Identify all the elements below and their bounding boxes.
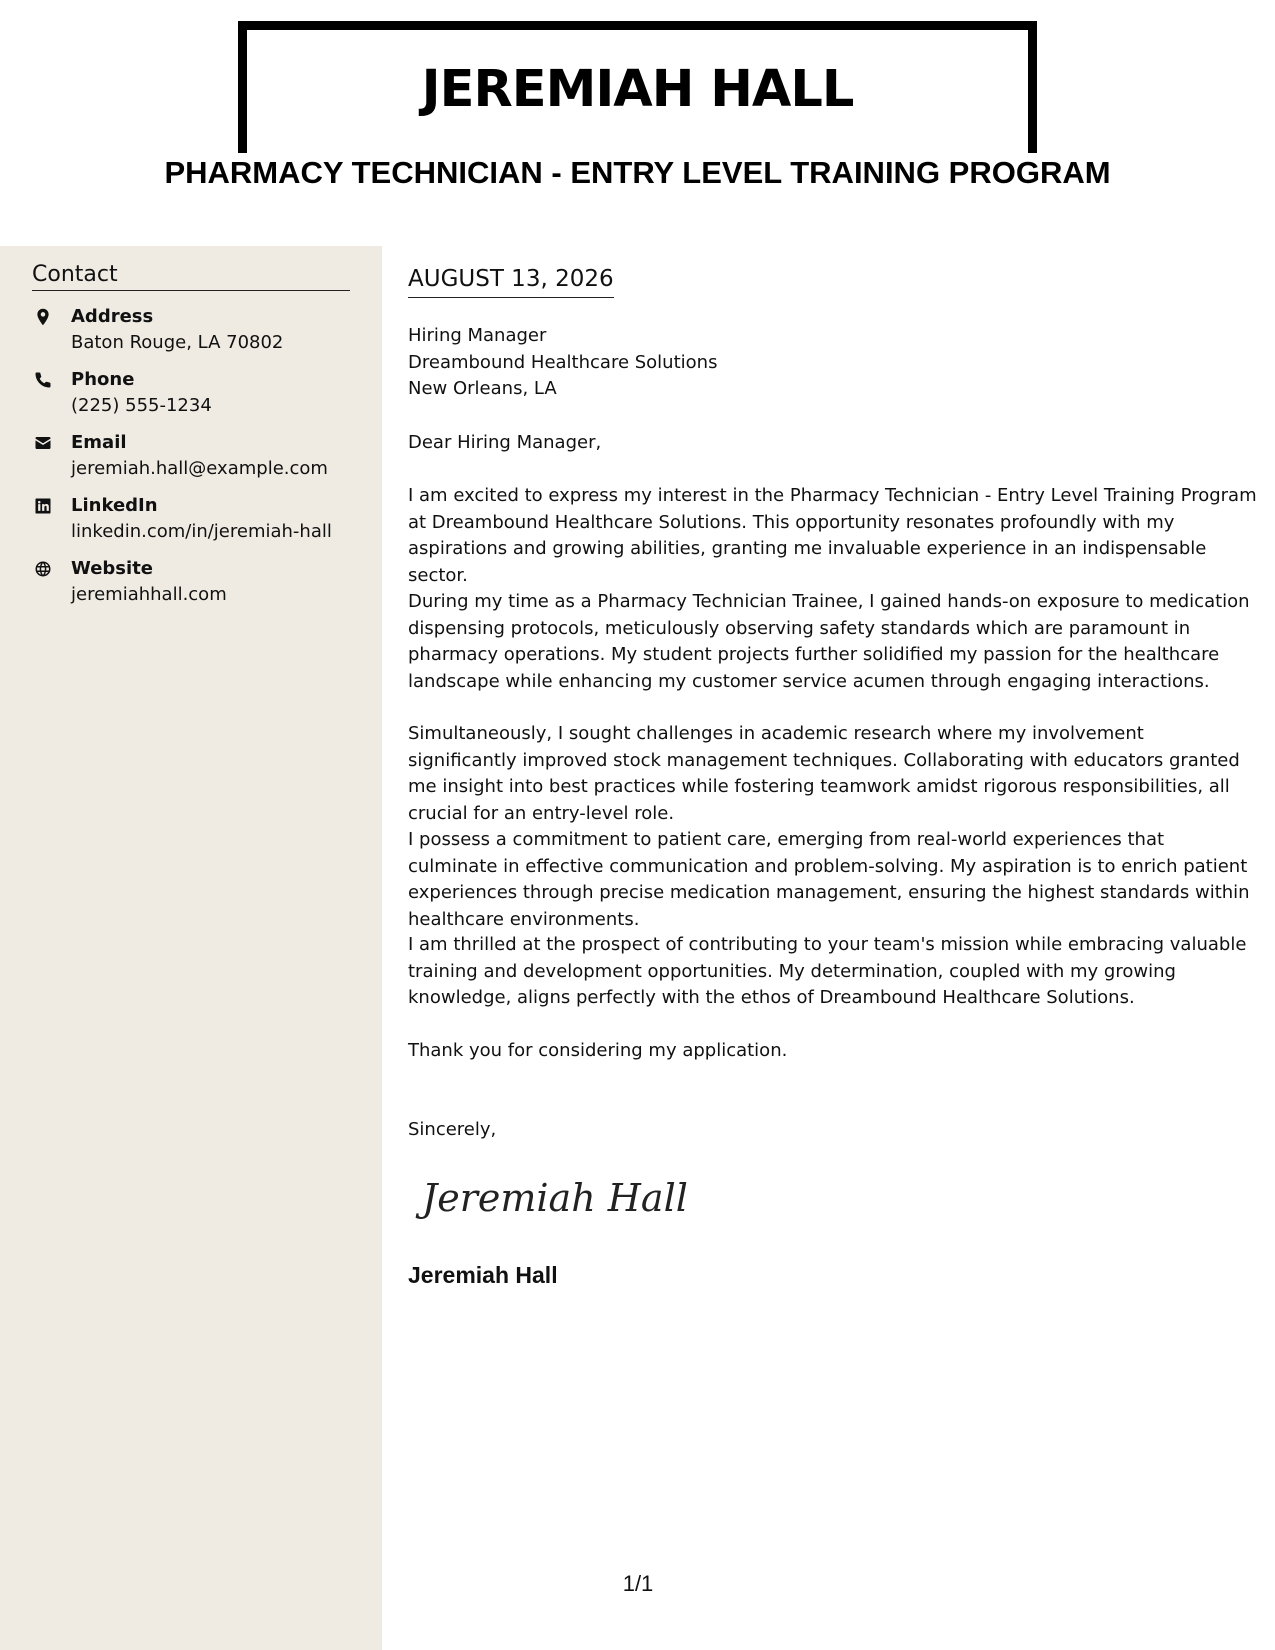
- recipient-title: Hiring Manager: [408, 325, 547, 346]
- candidate-name: JEREMIAH HALL: [421, 60, 854, 119]
- globe-icon: [34, 560, 52, 578]
- greeting: Dear Hiring Manager,: [408, 432, 602, 453]
- map-pin-icon: [34, 308, 52, 326]
- contact-label: Address: [71, 306, 154, 327]
- contact-label: LinkedIn: [71, 495, 158, 516]
- page-number: 1/1: [622, 1571, 654, 1596]
- paragraph: I am excited to express my interest in the Pharmacy Technician - Entry Level Training Program at Dreambound Healthcare Solutions. This opportunity resonates profoundly with my aspirations and growing abilities, granting me invaluable experience in an indispensable sector.: [408, 485, 1257, 586]
- contact-heading: Contact: [32, 262, 350, 291]
- contact-label: Website: [71, 558, 154, 579]
- contact-value: linkedin.com/in/jeremiah-hall: [71, 521, 332, 542]
- phone-icon: [34, 371, 52, 389]
- job-title: PHARMACY TECHNICIAN - ENTRY LEVEL TRAINING PROGRAM: [0, 154, 1275, 192]
- envelope-icon: [34, 434, 52, 452]
- letter-date: AUGUST 13, 2026: [408, 266, 614, 298]
- contact-value: jeremiahhall.com: [71, 584, 227, 605]
- linkedin-icon: [34, 497, 52, 515]
- contact-value: jeremiah.hall@example.com: [71, 458, 328, 479]
- contact-label: Email: [71, 432, 127, 453]
- paragraph: During my time as a Pharmacy Technician Trainee, I gained hands-on exposure to medication dispensing protocols, meticulously observing safety standards which are paramount in pharmacy operations. My student projects further solidified my passion for the healthcare landscape while enhancing my customer service acumen through engaging interactions.: [408, 591, 1250, 692]
- signature: Jeremiah Hall: [422, 1176, 688, 1220]
- contact-value: Baton Rouge, LA 70802: [71, 332, 284, 353]
- contact-value: (225) 555-1234: [71, 395, 212, 416]
- paragraph: I am thrilled at the prospect of contributing to your team's mission while embracing valuable training and development opportunities. My determination, coupled with my growing knowledge, aligns perfectly with the ethos of Dreambound Healthcare Solutions.: [408, 934, 1247, 1008]
- paragraph: Simultaneously, I sought challenges in academic research where my involvement significantly improved stock management techniques. Collaborating with educators granted me insight into best practices while fostering teamwork amidst rigorous responsibilities, all crucial for an entry-level role.: [408, 723, 1240, 824]
- contact-label: Phone: [71, 369, 135, 390]
- paragraph: Thank you for considering my application.: [408, 1040, 788, 1061]
- closing: Sincerely,: [408, 1119, 497, 1140]
- sidebar: [0, 246, 382, 1650]
- recipient-block: [408, 323, 717, 403]
- paragraph: I possess a commitment to patient care, emerging from real-world experiences that culminate in effective communication and problem-solving. My aspiration is to enrich patient experiences through precise medication management, ensuring the highest standards within healthcare environments.: [408, 829, 1250, 930]
- recipient-company: Dreambound Healthcare Solutions: [408, 351, 718, 373]
- recipient-location: New Orleans, LA: [408, 378, 557, 399]
- signer-name: Jeremiah Hall: [408, 1262, 558, 1288]
